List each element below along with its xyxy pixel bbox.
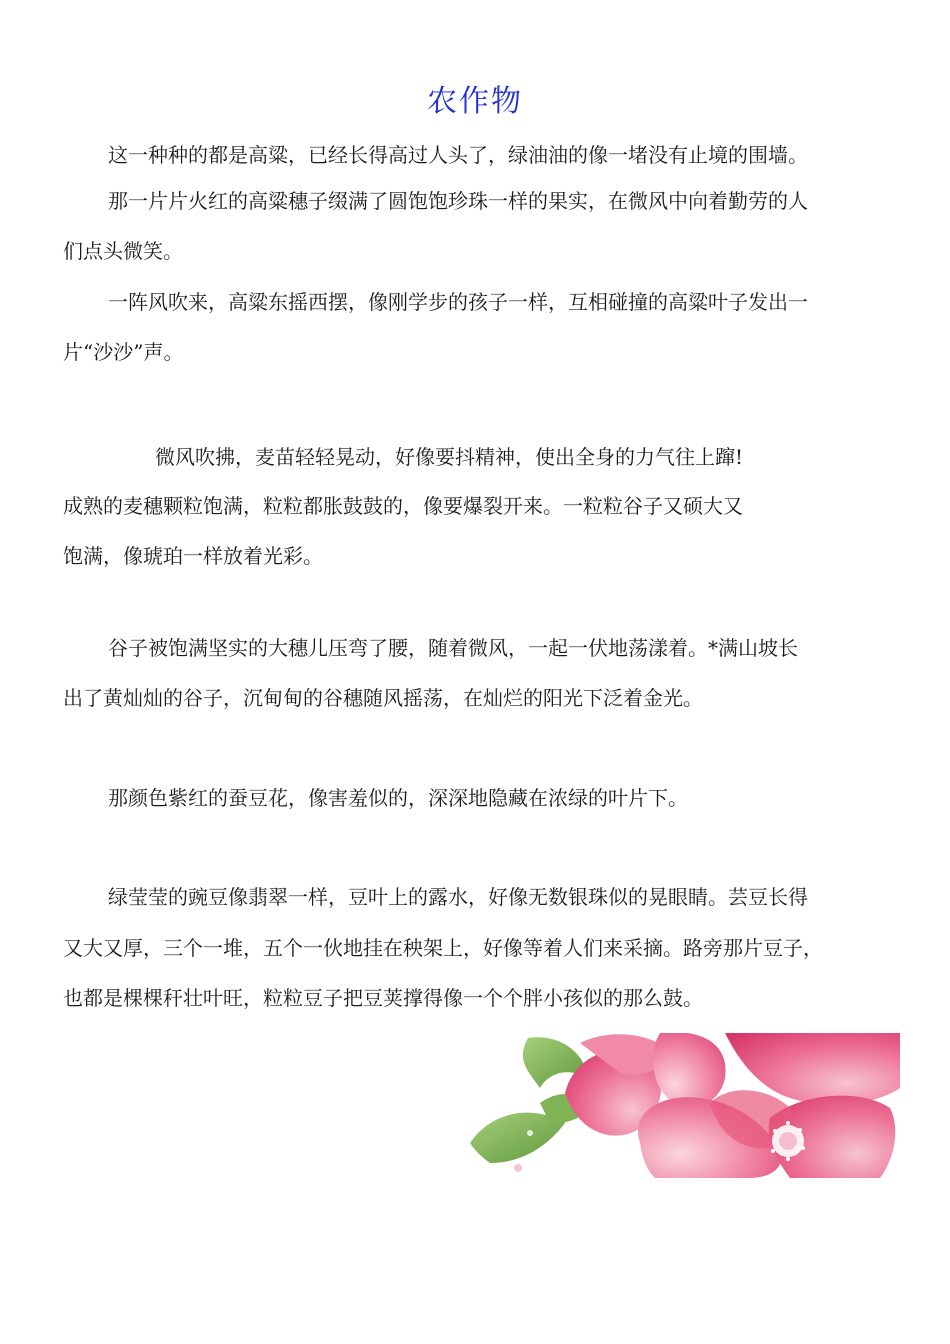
page-title: 农作物 <box>427 84 523 119</box>
text-line: 们点头微笑。 <box>63 239 183 263</box>
text-line: 那一片片火红的高粱穗子缀满了圆饱饱珍珠一样的果实，在微风中向着勤劳的人 <box>108 189 808 213</box>
text-line: 饱满，像琥珀一样放着光彩。 <box>63 544 323 568</box>
text-line: 这一种种的都是高粱，已经长得高过人头了，绿油油的像一堵没有止境的围墙。 <box>108 143 808 167</box>
text-line: 也都是棵棵秆壮叶旺，粒粒豆子把豆荚撑得像一个个胖小孩似的那么鼓。 <box>63 986 703 1010</box>
text-line: 出了黄灿灿的谷子，沉甸甸的谷穗随风摇荡，在灿烂的阳光下泛着金光。 <box>63 686 703 710</box>
text-line: 又大又厚，三个一堆，五个一伙地挂在秧架上，好像等着人们来采摘。路旁那片豆子， <box>63 936 823 960</box>
text-line: 成熟的麦穗颗粒饱满，粒粒都胀鼓鼓的，像要爆裂开来。一粒粒谷子又硕大又 <box>63 494 743 518</box>
text-line: 那颜色紫红的蚕豆花，像害羞似的，深深地隐藏在浓绿的叶片下。 <box>108 786 688 810</box>
text-line: 微风吹拂，麦苗轻轻晃动，好像要抖精神，使出全身的力气往上蹿! <box>155 445 744 469</box>
text-line: 谷子被饱满坚实的大穗儿压弯了腰，随着微风，一起一伏地荡漾着。*满山坡长 <box>108 636 798 660</box>
text-line: 一阵风吹来，高粱东摇西摆，像刚学步的孩子一样，互相碰撞的高粱叶子发出一 <box>108 290 808 314</box>
text-line: 绿莹莹的豌豆像翡翠一样，豆叶上的露水，好像无数银珠似的晃眼睛。芸豆长得 <box>108 885 808 909</box>
pink-flower-icon <box>470 1033 900 1178</box>
text-line: 片“沙沙”声。 <box>63 340 184 364</box>
